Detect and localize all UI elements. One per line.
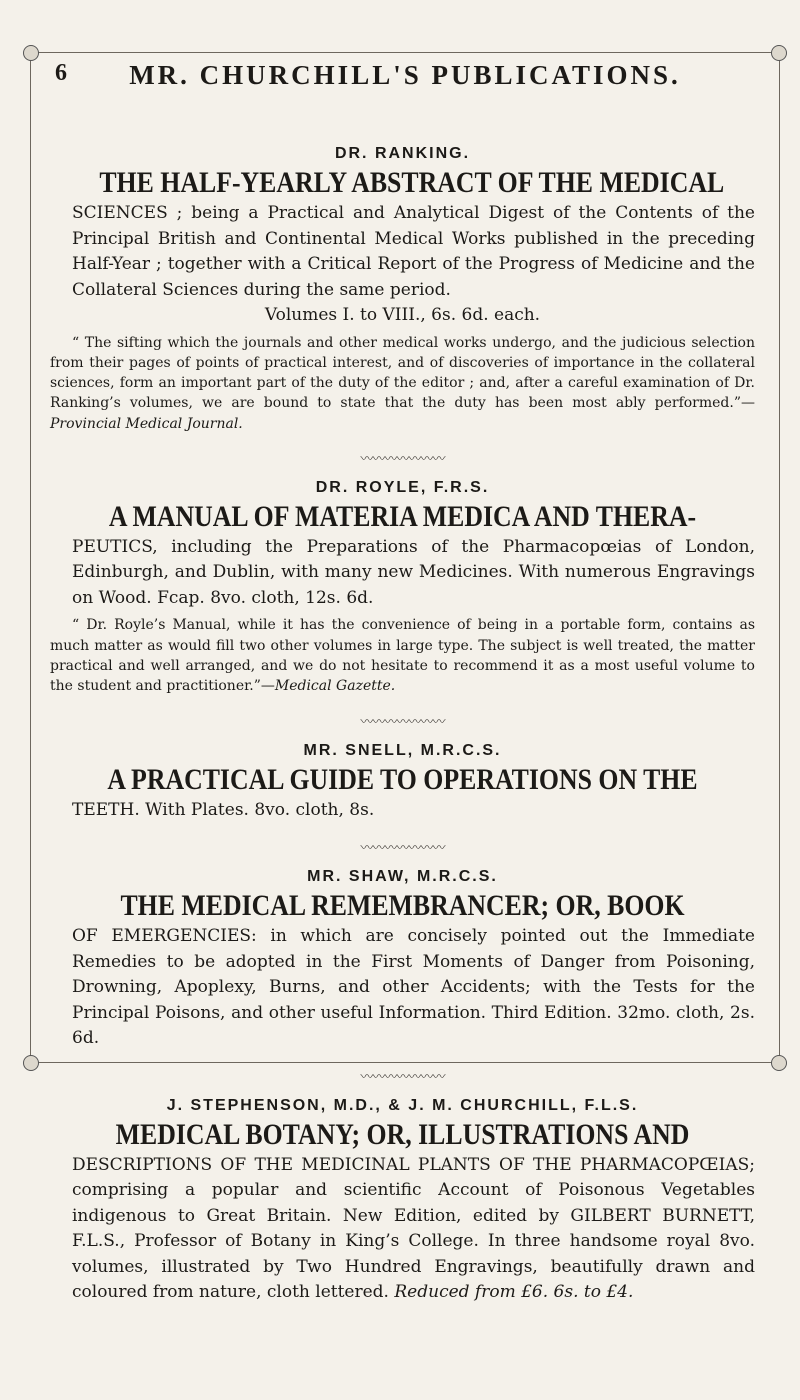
entry-title: A MANUAL OF MATERIA MEDICA AND THERA- xyxy=(108,499,697,533)
entry-author: MR. SNELL, M.R.C.S. xyxy=(303,741,502,759)
entry-review xyxy=(50,333,755,434)
entry-author: DR. RANKING. xyxy=(334,145,471,162)
divider-ornament: 〰〰〰〰〰〰〰 xyxy=(360,1069,445,1085)
entry-description xyxy=(72,1153,755,1306)
divider-ornament: 〰〰〰〰〰〰〰 xyxy=(360,841,445,857)
entry-author: DR. ROYLE, F.R.S. xyxy=(315,478,490,496)
page-header xyxy=(55,60,755,100)
entry-stephenson xyxy=(50,1097,755,1306)
entry-snell xyxy=(50,742,755,824)
description-text: DESCRIPTIONS OF THE MEDICINAL PLANTS OF THE PHARMACOPŒIAS; comprising a popular and scientific Account of Poisonous Vegetables indigenous to Great Britain. New Edition, edited by GILBERT BURNETT, F.L.S., Professor of Botany in King’s College. In three handsome royal 8vo. volumes, illustrated by Two Hundred Engravings, beautifully drawn and coloured from nature, cloth lettered. xyxy=(72,1154,755,1303)
catalogue-body xyxy=(50,145,755,1320)
entry-description: TEETH. With Plates. 8vo. cloth, 8s. xyxy=(72,799,375,820)
review-text: “ Dr. Royle’s Manual, while it has the convenience of being in a portable form, contains as much matter as would fill two other volumes in large type. The subject is well treated, the matter practical and well arranged, and we do not hesitate to recommend it as a most useful volume to the student and practitioner.”— xyxy=(50,617,755,695)
corner-ornament-icon xyxy=(23,1055,39,1071)
entry-title: MEDICAL BOTANY; OR, ILLUSTRATIONS AND xyxy=(115,1117,690,1151)
corner-ornament-icon xyxy=(771,45,787,61)
review-text: “ The sifting which the journals and other medical works undergo, and the judicious selection from their pages of points of practical interest, and of discoveries of importance in the collateral sciences, form an important part of the duty of the editor ; and, after a careful examination of Dr. Ranking’s volumes, we are bound to state that the duty has been most ably performed.”— xyxy=(50,334,755,412)
page-number: 6 xyxy=(55,60,67,86)
entry-price: Volumes I. to VIII., 6s. 6d. each. xyxy=(264,305,541,325)
entry-author: J. STEPHENSON, M.D., & J. M. CHURCHILL, F.L.S. xyxy=(166,1096,639,1114)
entry-review xyxy=(50,615,755,696)
entry-description: OF EMERGENCIES: in which are concisely pointed out the Immediate Remedies to be adopted in the First Moments of Danger from Poisoning, Drowning, Apoplexy, Burns, and other Accidents; with the Tests for the Principal Poisons, and other useful Information. Third Edition. 32mo. cloth, 2s. 6d. xyxy=(72,926,755,1049)
review-source: Provincial Medical Journal. xyxy=(50,415,243,432)
entry-author: MR. SHAW, M.R.C.S. xyxy=(307,868,498,886)
entry-shaw xyxy=(50,868,755,1052)
entry-description: PEUTICS, including the Preparations of the Pharmacopœias of London, Edinburgh, and Dublin, with many new Medicines. With numerous Engravings on Wood. Fcap. 8vo. cloth, 12s. 6d. xyxy=(72,536,755,608)
review-source: Medical Gazette. xyxy=(274,678,396,695)
entry-title: THE MEDICAL REMEMBRANCER; OR, BOOK xyxy=(120,889,685,923)
entry-title: A PRACTICAL GUIDE TO OPERATIONS ON THE xyxy=(107,762,698,796)
corner-ornament-icon xyxy=(771,1055,787,1071)
entry-ranking xyxy=(50,145,755,434)
divider-ornament: 〰〰〰〰〰〰〰 xyxy=(360,714,445,730)
entry-price-note: Reduced from £6. 6s. to £4. xyxy=(394,1282,634,1303)
corner-ornament-icon xyxy=(23,45,39,61)
running-head: MR. CHURCHILL'S PUBLICATIONS. xyxy=(129,60,681,90)
divider-ornament: 〰〰〰〰〰〰〰 xyxy=(360,451,445,467)
entry-description: SCIENCES ; being a Practical and Analytical Digest of the Contents of the Principal British and Continental Medical Works published in the preceding Half-Year ; together with a Critical Report of the Progress of Medicine and the Collateral Sciences during the same period. xyxy=(72,203,755,300)
entry-title: THE HALF-YEARLY ABSTRACT OF THE MEDICAL xyxy=(99,166,725,199)
entry-royle xyxy=(50,479,755,697)
